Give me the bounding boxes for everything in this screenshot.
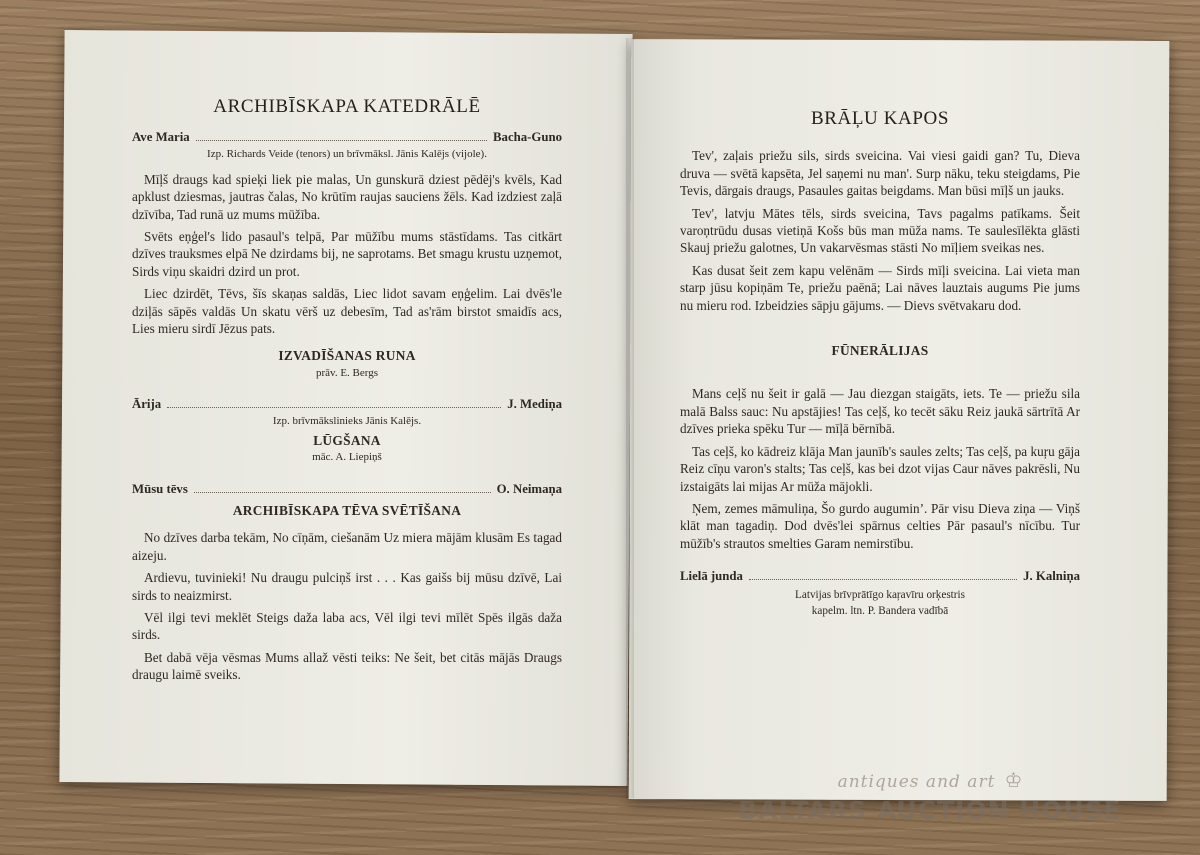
entry-composer: O. Neimaņa xyxy=(496,481,562,496)
poem-stanza: Kas dusat šeit zem kapu velēnām — Sirds mīļi sveicina. Lai vieta man starp jūsu kopiņām Te, priežu paēnā; Lai nāves lauztais augums Pie jums nu mieru rod. Izbeidzies sāpju gājums. — Dievs svētvakaru dod. xyxy=(680,262,1080,313)
entry-title: Mūsu tēvs xyxy=(132,481,188,496)
program-entry-arija xyxy=(132,396,562,413)
watermark-main: BALTARS AUCTION HOUSE xyxy=(738,796,1122,825)
entry-credit: Izp. Richards Veide (tenors) un brīvmāksl. Jānis Kalējs (vijole). xyxy=(207,147,487,160)
poem-stanza: Tev', latvju Mātes tēls, sirds sveicina, Tavs pagalms patīkams. Šeit varoņtrūdu dusas vietiņā Košs būs man mūža nams. Te saulesīlēkta glāsti Skauj priežu galotnes, Un vakarvēsmas stāsti No mīļiem sveikas nes. xyxy=(680,205,1080,256)
watermark-script: antiques and art xyxy=(837,772,996,792)
section-heading-sermon: IZVADĪŠANAS RUNA xyxy=(278,348,416,364)
entry-credit: Izp. brīvmākslinieks Jānis Kalējs. xyxy=(272,414,422,427)
page-fold xyxy=(626,38,634,798)
left-page-title: ARCHIBĪSKAPA KATEDRĀLĒ xyxy=(213,96,481,117)
section-heading-prayer: LŪGŠANA xyxy=(313,432,381,448)
leader-dots xyxy=(194,492,491,493)
entry-composer: Bacha-Guno xyxy=(493,130,562,145)
right-page-title: BRĀĻU KAPOS xyxy=(810,108,950,129)
poem-stanza: Ardievu, tuvinieki! Nu draugu pulciņš irst . . . Kas gaišs bij mūsu dzīvē, Lai sirds to neaizmirst. xyxy=(132,570,562,603)
poem-stanza: Ņem, zemes māmuliņa, Šo gurdo auguminʼ. Pār visu Dieva ziņa — Viņš klāt man tagadiņ. Dod dvēs'lei spārnus celties Pār pasaul's nīcību. Tur mūžīb's strautos smelties Garam nemirstību. xyxy=(680,500,1080,551)
poem-stanza: Bet dabā vēja vēsmas Mums allaž vēsti teiks: Ne šeit, bet citās mājās Draugs draugu laimē sveiks. xyxy=(132,649,562,683)
poem-stanza: No dzīves darba tekām, No cīņām, ciešanām Uz miera mājām klusām Es tagad aizeju. xyxy=(132,530,562,563)
left-page-content xyxy=(132,98,562,689)
auction-watermark xyxy=(720,768,1140,838)
entry-title: Ārija xyxy=(132,397,162,412)
program-entry-liela-junda xyxy=(680,568,1080,585)
section-credit: prāv. E. Bergs xyxy=(315,366,378,379)
poem-stanza: Mans ceļš nu šeit ir galā — Jau diezgan staigāts, iets. Te — priežu sila malā Balss sauc: Nu apstājies! Tas ceļš, ko tecēt sāku Reiz jaukā sārtrītā Ar dzīves prieka spēku Tur — mīļā bērnībā. xyxy=(680,386,1080,437)
poem-stanza: Mīļš draugs kad spieķi liek pie malas, Un gunskurā dziest pēdēj's kvēls, Kad apklust dziesmas, jautras čalas, No krūtīm raujas sauciens žēls. Kad izdziest zaļā dzīvība, Tad runā uz mums mūžība. xyxy=(132,171,562,222)
entry-credit: Latvijas brīvprātīgo kaŗavīru orķestris xyxy=(795,588,965,601)
entry-credit: kapelm. ltn. P. Bandera vadībā xyxy=(811,604,949,617)
entry-title: Ave Maria xyxy=(132,130,190,145)
entry-title: Lielā junda xyxy=(680,569,743,584)
leader-dots xyxy=(196,140,487,141)
section-heading-funeral: FŪNERĀLIJAS xyxy=(831,343,929,359)
program-entry-ave-maria xyxy=(132,129,562,146)
leader-dots xyxy=(749,579,1017,580)
poem-stanza: Svēts eņģel's lido pasaul's telpā, Par mūžību mums stāstīdams. Tas citkārt dzīves trauksmes elpā Ne dzirdams bij, ne saprotams. Bet smagu krustu uzņemot, Sirds viņu skaidri dzird un prot. xyxy=(132,229,562,279)
poem-stanza: Tev', zaļais priežu sils, sirds sveicina. Vai viesi gaidi gan? Tu, Dieva druva — svētā kapsēta, Jel saņemi nu man'. Surp nāku, teku steigdams, Pie Tevis, dārgais draugs, Pasaules gaitas beigdams. Man būsi mīļš un jauks. xyxy=(680,148,1080,199)
section-credit: māc. A. Liepiņš xyxy=(312,451,382,464)
crown-icon: ♔ xyxy=(1004,768,1023,792)
poem-stanza: Vēl ilgi tevi meklēt Steigs daža laba acs, Vēl ilgi tevi mīlēt Spēs ilgās daža sirds. xyxy=(132,609,562,643)
right-page-content xyxy=(680,110,1080,618)
poem-stanza: Liec dzirdēt, Tēvs, šīs skaņas saldās, Liec lidot savam eņģelim. Lai dvēs'le dziļās sāpēs valdās Un skatu vērš uz debesīm, Tad as'rām birstot smaidīs acs, Lies mieru sirdī Jēzus pats. xyxy=(132,286,562,337)
entry-composer: J. Kalniņa xyxy=(1023,569,1080,584)
poem-stanza: Tas ceļš, ko kādreiz klāja Man jaunīb's saules zelts; Tas ceļš, pa kuŗu gāja Reiz cīņu varon's stalts; Tas ceļš, kas bei dzot vijas Caur nāves pakrēsli, Nu izstaigāts lai mijas Ar mūža mājokli. xyxy=(680,443,1080,494)
program-entry-musu-tevs xyxy=(132,481,562,498)
entry-composer: J. Mediņa xyxy=(507,397,562,412)
leader-dots xyxy=(167,407,501,408)
section-heading-blessing: ARCHIBĪSKAPA TĒVA SVĒTĪŠANA xyxy=(232,502,462,518)
